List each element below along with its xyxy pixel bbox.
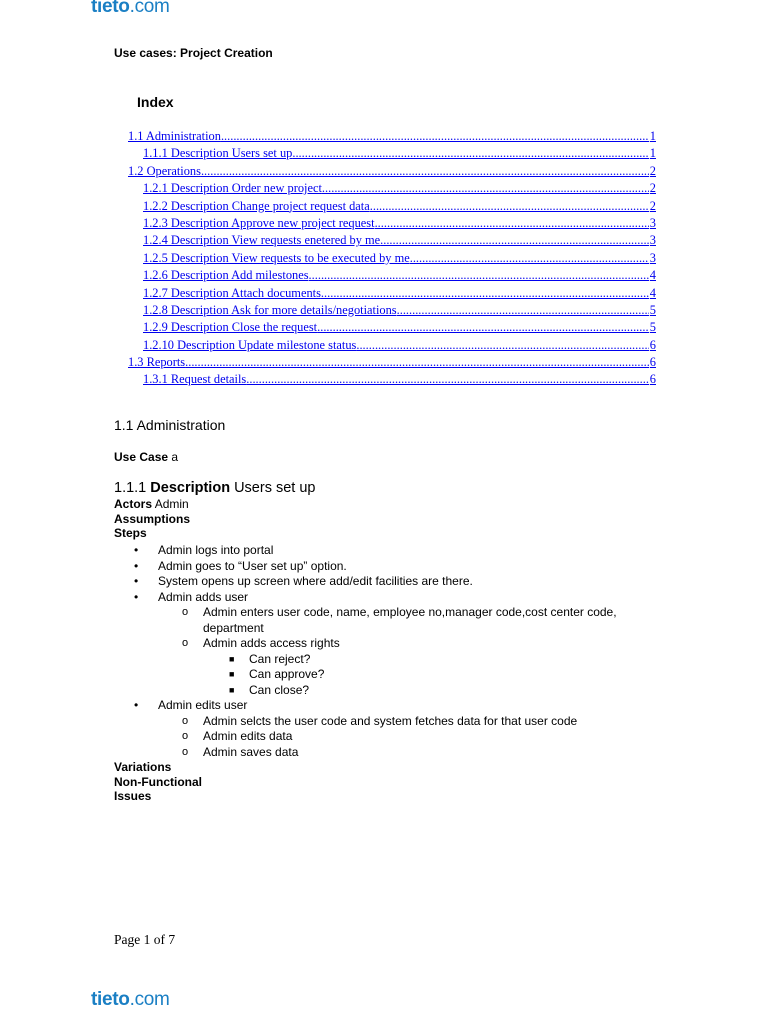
- toc-entry-page: 2: [649, 198, 656, 213]
- step-item: [114, 605, 654, 636]
- step-text: Admin adds access rights: [203, 636, 340, 650]
- bullet-marker: •: [134, 698, 139, 712]
- toc-entry-page: 3: [649, 215, 656, 230]
- bullet-marker: •: [134, 589, 139, 604]
- toc-entry[interactable]: [128, 198, 656, 215]
- toc-entry[interactable]: [128, 250, 656, 267]
- step-item: [114, 543, 654, 559]
- toc-entry-label: 1.2.10 Description Update milestone status: [143, 337, 357, 352]
- actors-value: Admin: [154, 497, 189, 511]
- subsection-heading: [114, 480, 315, 496]
- toc-entry-label: 1.2.8 Description Ask for more details/negotiations: [143, 302, 397, 317]
- toc-entry-label: 1.3 Reports: [128, 355, 186, 370]
- bullet-marker: o: [182, 714, 189, 727]
- step-item: [114, 574, 654, 590]
- toc-entry-label: 1.2.5 Description View requests to be executed by me: [143, 250, 410, 265]
- toc-entry-label: 1.3.1 Request details: [143, 372, 247, 387]
- toc-entry-label: 1.1 Administration: [128, 129, 221, 143]
- toc-leader-dots: [292, 145, 648, 162]
- toc-entry[interactable]: [128, 128, 656, 145]
- toc-entry[interactable]: [128, 215, 656, 232]
- toc-entry-label: 1.2.4 Description View requests enetered by me: [143, 233, 381, 248]
- index-heading: Index: [137, 94, 174, 110]
- bullet-marker: •: [134, 574, 139, 588]
- document-title: Use cases: Project Creation: [114, 46, 273, 60]
- step-text: Can approve?: [249, 667, 325, 681]
- toc-leader-dots: [221, 128, 649, 145]
- toc-leader-dots: [201, 163, 649, 180]
- actors-label: Actors: [114, 497, 153, 511]
- toc-leader-dots: [397, 302, 649, 319]
- toc-entry[interactable]: [128, 145, 656, 162]
- toc-entry-page: 1: [649, 129, 656, 143]
- toc-entry-label: 1.2.1 Description Order new project: [143, 181, 322, 196]
- toc-leader-dots: [410, 250, 649, 267]
- toc-entry[interactable]: [128, 302, 656, 319]
- bullet-marker: o: [182, 606, 189, 618]
- toc-entry-label: 1.2.6 Description Add milestones: [143, 268, 309, 283]
- toc-leader-dots: [370, 198, 649, 215]
- tieto-logo-footer: [91, 990, 170, 1009]
- bullet-marker: ■: [229, 653, 235, 664]
- toc-entry-page: 3: [649, 233, 656, 248]
- bullet-marker: o: [182, 637, 189, 649]
- toc-leader-dots: [375, 215, 649, 232]
- toc-entry[interactable]: [128, 267, 656, 284]
- toc-leader-dots: [322, 180, 649, 197]
- step-item: [114, 559, 654, 575]
- bullet-marker: o: [182, 745, 189, 758]
- actors-line: [114, 497, 190, 512]
- step-item: [114, 667, 654, 683]
- step-item: [114, 698, 654, 714]
- bullet-marker: ■: [229, 669, 235, 679]
- toc-leader-dots: [246, 371, 649, 388]
- toc-entry-label: 1.2.7 Description Attach documents: [143, 285, 321, 300]
- toc-entry[interactable]: [128, 337, 656, 354]
- toc-entry-page: 3: [649, 250, 656, 265]
- table-of-contents: [128, 128, 656, 389]
- logo-bold-text: tieto: [91, 989, 130, 1010]
- toc-entry-page: 5: [649, 302, 656, 317]
- tieto-logo: [91, 0, 170, 16]
- toc-entry-page: 2: [649, 163, 656, 178]
- toc-entry[interactable]: [128, 319, 656, 336]
- bullet-marker: ■: [229, 684, 235, 695]
- closing-fields: [114, 760, 202, 804]
- step-text: Can close?: [249, 682, 310, 697]
- step-item: [114, 590, 654, 606]
- toc-entry[interactable]: [128, 354, 656, 371]
- toc-entry-page: 6: [649, 372, 656, 387]
- logo-light-text: .com: [129, 0, 170, 17]
- step-item: [114, 729, 654, 745]
- issues-label: Issues: [114, 789, 152, 803]
- step-text: Admin adds user: [158, 589, 249, 604]
- toc-leader-dots: [380, 232, 649, 249]
- subsection-rest: Users set up: [234, 480, 316, 496]
- toc-entry-page: 4: [649, 285, 656, 300]
- step-text: Can reject?: [249, 651, 311, 666]
- steps-list: [114, 543, 654, 760]
- toc-entry-label: 1.2.3 Description Approve new project request: [143, 215, 375, 230]
- toc-entry-label: 1.1.1 Description Users set up: [143, 146, 293, 161]
- toc-entry-page: 6: [649, 337, 656, 352]
- step-item: [114, 714, 654, 730]
- toc-entry-page: 2: [649, 181, 656, 196]
- bullet-marker: •: [134, 558, 139, 573]
- toc-leader-dots: [185, 354, 649, 371]
- toc-leader-dots: [317, 319, 649, 336]
- step-item: [114, 652, 654, 668]
- use-case-label: Use Case: [114, 450, 169, 464]
- toc-entry[interactable]: [128, 180, 656, 197]
- step-item: [114, 636, 654, 652]
- step-item: [114, 683, 654, 699]
- step-text: Admin selcts the user code and system fetches data for that user code: [203, 713, 578, 728]
- bullet-marker: o: [182, 730, 189, 742]
- logo-light-text: .com: [129, 989, 170, 1010]
- toc-leader-dots: [309, 267, 649, 284]
- toc-leader-dots: [321, 285, 649, 302]
- use-case-meta: [114, 497, 190, 541]
- step-text: Admin saves data: [203, 744, 299, 759]
- logo-bold-text: tieto: [91, 0, 130, 17]
- toc-entry[interactable]: [128, 232, 656, 249]
- step-item: [114, 745, 654, 761]
- toc-entry[interactable]: [128, 285, 656, 302]
- step-text: Admin edits user: [158, 698, 248, 712]
- steps-label: Steps: [114, 526, 147, 540]
- subsection-bold: Description: [150, 480, 231, 496]
- toc-entry-page: 1: [649, 146, 656, 161]
- toc-entry-label: 1.2.2 Description Change project request data: [143, 198, 370, 213]
- toc-entry-label: 1.2 Operations: [128, 163, 201, 178]
- toc-entry-label: 1.2.9 Description Close the request: [143, 320, 318, 335]
- toc-leader-dots: [356, 337, 648, 354]
- toc-entry-page: 5: [649, 320, 656, 335]
- subsection-number: 1.1.1: [114, 480, 147, 496]
- variations-label: Variations: [114, 760, 172, 774]
- non-functional-label: Non-Functional: [114, 774, 202, 789]
- step-text: Admin edits data: [203, 729, 293, 743]
- step-text: Admin logs into portal: [158, 543, 274, 557]
- assumptions-label: Assumptions: [114, 511, 191, 526]
- section-heading: 1.1 Administration: [114, 417, 226, 433]
- bullet-marker: •: [134, 543, 139, 557]
- toc-entry[interactable]: [128, 163, 656, 180]
- step-text: System opens up screen where add/edit facilities are there.: [158, 574, 473, 588]
- use-case-value: a: [171, 450, 179, 464]
- use-case-line: [114, 450, 178, 464]
- step-text: Admin enters user code, name, employee no,manager code,cost center code, department: [203, 605, 617, 635]
- toc-entry[interactable]: [128, 371, 656, 388]
- toc-entry-page: 6: [649, 355, 656, 370]
- page-number: Page 1 of 7: [114, 932, 176, 947]
- toc-entry-page: 4: [649, 268, 656, 283]
- step-text: Admin goes to “User set up” option.: [158, 558, 347, 573]
